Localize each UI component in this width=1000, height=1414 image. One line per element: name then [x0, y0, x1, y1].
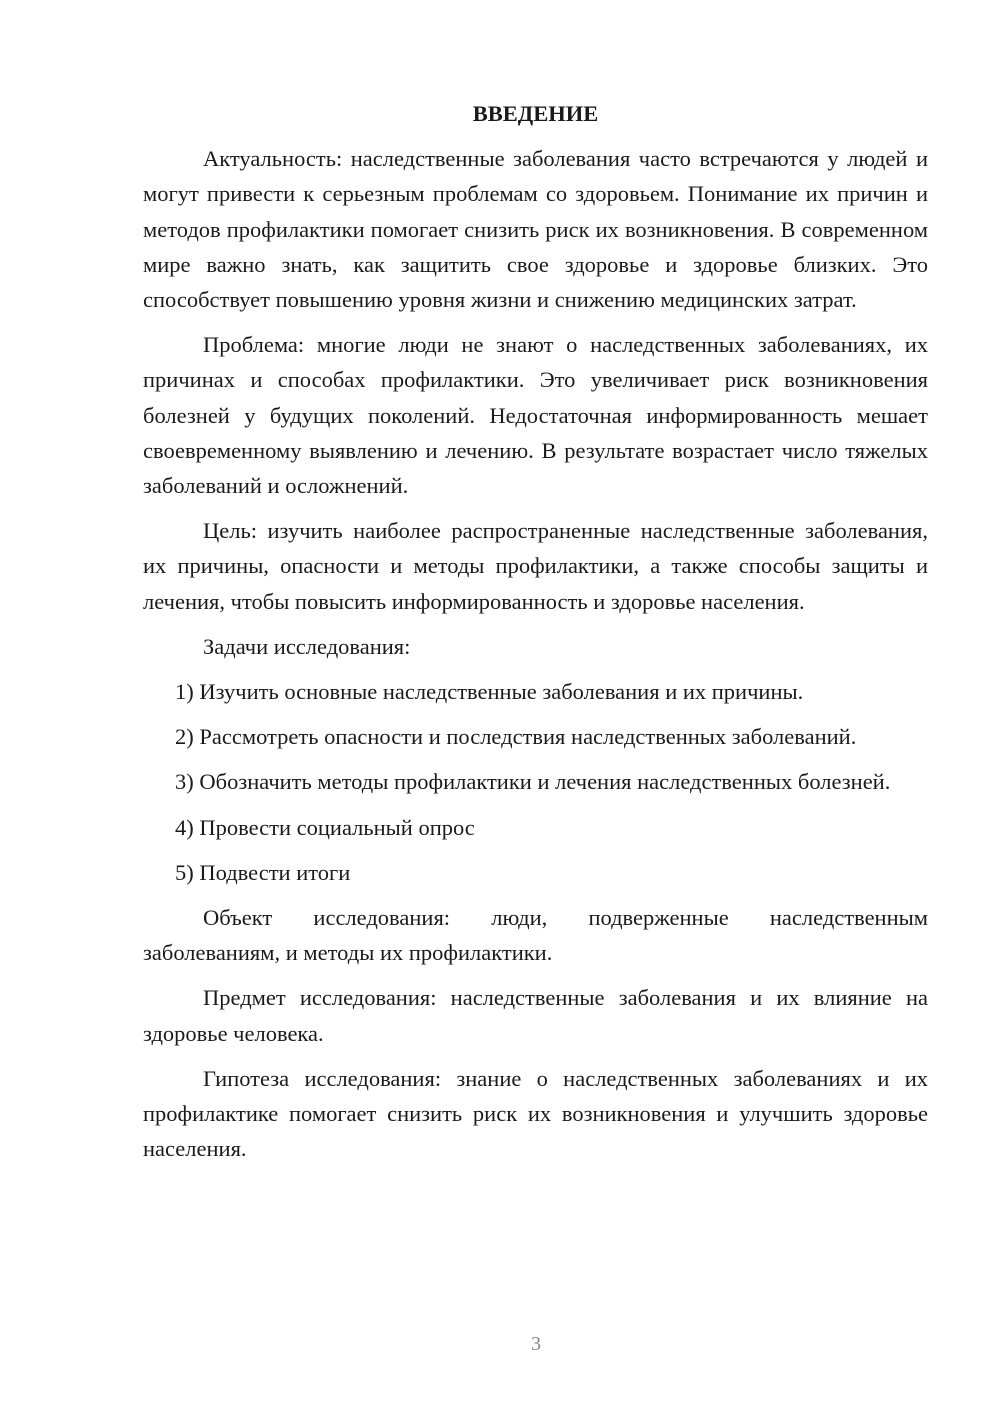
document-body: [143, 96, 928, 1176]
hypothesis-paragraph: Гипотеза исследования: знание о наследственных заболеваниях и их профилактике помогает снизить риск их возникновения и улучшить здоровье населения.: [143, 1065, 928, 1162]
goal-paragraph: Цель: изучить наиболее распространенные наследственные заболевания, их причины, опасности и методы профилактики, а также способы защиты и лечения, чтобы повысить информированность и здоровье населения.: [143, 518, 928, 614]
task-item-3: 3) Обозначить методы профилактики и лечения наследственных болезней.: [175, 769, 891, 795]
task-item-2: 2) Рассмотреть опасности и последствия наследственных заболеваний.: [175, 724, 857, 750]
object-paragraph: Объект исследования: люди, подверженные наследственным заболеваниям, и методы их профилактики.: [143, 905, 928, 966]
page-number: 3: [531, 1333, 541, 1355]
problem-paragraph: Проблема: многие люди не знают о наследственных заболеваниях, их причинах и способах профилактики. Это увеличивает риск возникновения болезней у будущих поколений. Недостаточная информированность мешает своевременному выявлению и лечению. В результате возрастает число тяжелых заболеваний и осложнений.: [143, 332, 928, 499]
page-title: ВВЕДЕНИЕ: [472, 101, 599, 126]
subject-paragraph: Предмет исследования: наследственные заболевания и их влияние на здоровье человека.: [143, 985, 928, 1046]
relevance-paragraph: Актуальность: наследственные заболевания часто встречаются у людей и могут привести к серьезным проблемам со здоровьем. Понимание их причин и методов профилактики помогает снизить риск их возникновения. В современном мире важно знать, как защитить свое здоровье и здоровье близких. Это способствует повышению уровня жизни и снижению медицинских затрат.: [143, 146, 928, 313]
task-item-4: 4) Провести социальный опрос: [175, 814, 475, 840]
tasks-heading: Задачи исследования:: [203, 633, 411, 659]
task-item-5: 5) Подвести итоги: [175, 859, 351, 885]
task-item-1: 1) Изучить основные наследственные заболевания и их причины.: [175, 679, 804, 705]
